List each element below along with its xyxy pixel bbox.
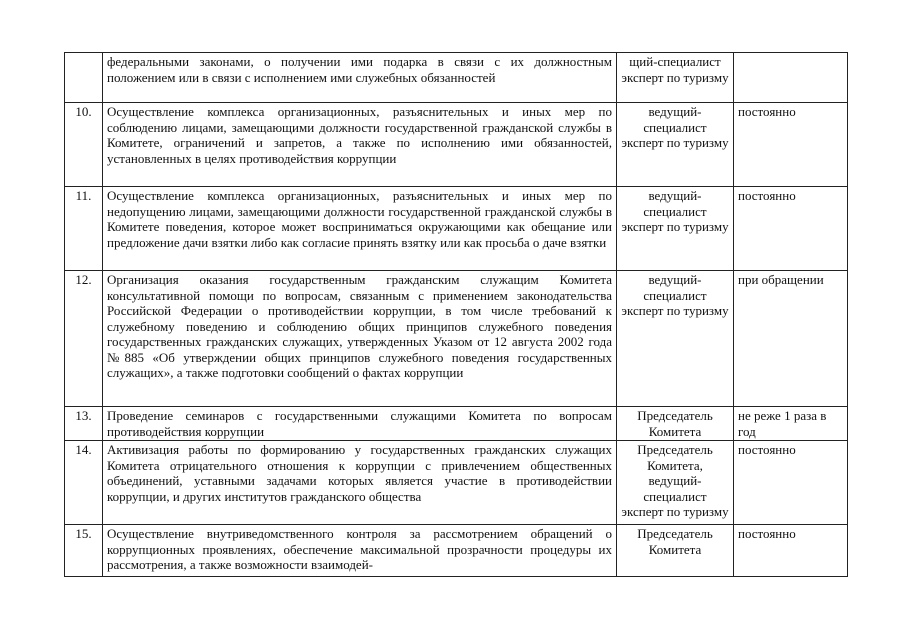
responsible-person: Председатель Комитета [617, 407, 734, 441]
table-row [65, 407, 848, 441]
table-row [65, 53, 848, 103]
execution-term: постоянно [734, 525, 848, 577]
measure-description: Организация оказания государственным гражданским служащим Комитета консультативной помощи по вопросам, связанным с применением законодательства Российской Федерации о противодействии коррупции, в том числе требований к служебному поведению и соблюдению общих принципов служебного поведения государственных гражданских служащих, утвержденных Указом от 12 августа 2002 года №885 «Об утверждении общих принципов служебного поведения государственных служащих», а также подготовки сообщений о фактах коррупции [103, 271, 617, 407]
execution-term: не реже 1 раза в год [734, 407, 848, 441]
measure-description: Проведение семинаров с государственными служащими Комитета по вопросам противодействия коррупции [103, 407, 617, 441]
measure-description: Осуществление комплекса организационных, разъяснительных и иных мер по соблюдению лицами, замещающими должности государственной гражданской службы в Комитете, ограничений и запретов, а также по исполнению ими обязанностей, установленных в целях противодействия коррупции [103, 103, 617, 187]
row-number: 11. [65, 187, 103, 271]
row-number: 10. [65, 103, 103, 187]
row-number: 13. [65, 407, 103, 441]
row-number [65, 53, 103, 103]
anticorruption-plan-table [64, 52, 848, 577]
table-row [65, 271, 848, 407]
responsible-person: Председатель Комитета, ведущий-специалист эксперт по туризму [617, 441, 734, 525]
row-number: 12. [65, 271, 103, 407]
table-row [65, 525, 848, 577]
execution-term: постоянно [734, 441, 848, 525]
execution-term: постоянно [734, 103, 848, 187]
responsible-person: ведущий-специалист эксперт по туризму [617, 103, 734, 187]
responsible-person: ведущий-специалист эксперт по туризму [617, 271, 734, 407]
execution-term: постоянно [734, 187, 848, 271]
table-row [65, 441, 848, 525]
measure-description: федеральными законами, о получении ими подарка в связи с их должностным положением или в связи с исполнением ими служебных обязанностей [103, 53, 617, 103]
table-row [65, 187, 848, 271]
execution-term: при обращении [734, 271, 848, 407]
table-row [65, 103, 848, 187]
measure-description: Осуществление комплекса организационных, разъяснительных и иных мер по недопущению лицами, замещающими должности государственной гражданской службы в Комитете поведения, которое может восприниматься окружающими как обещание или предложение дачи взятки либо как согласие принять взятку или как просьба о даче взятки [103, 187, 617, 271]
responsible-person: ведущий-специалист эксперт по туризму [617, 187, 734, 271]
responsible-person: Председатель Комитета [617, 525, 734, 577]
measure-description: Осуществление внутриведомственного контроля за рассмотрением обращений о коррупционных проявлениях, обеспечение максимальной прозрачности процедуры их рассмотрения, а также возможности взаимодей- [103, 525, 617, 577]
row-number: 15. [65, 525, 103, 577]
row-number: 14. [65, 441, 103, 525]
responsible-person: щий-специалист эксперт по туризму [617, 53, 734, 103]
execution-term [734, 53, 848, 103]
measure-description: Активизация работы по формированию у государственных гражданских служащих Комитета отрицательного отношения к коррупции с привлечением общественных объединений, уставными задачами которых является участие в противодействии коррупции, и других институтов гражданского общества [103, 441, 617, 525]
